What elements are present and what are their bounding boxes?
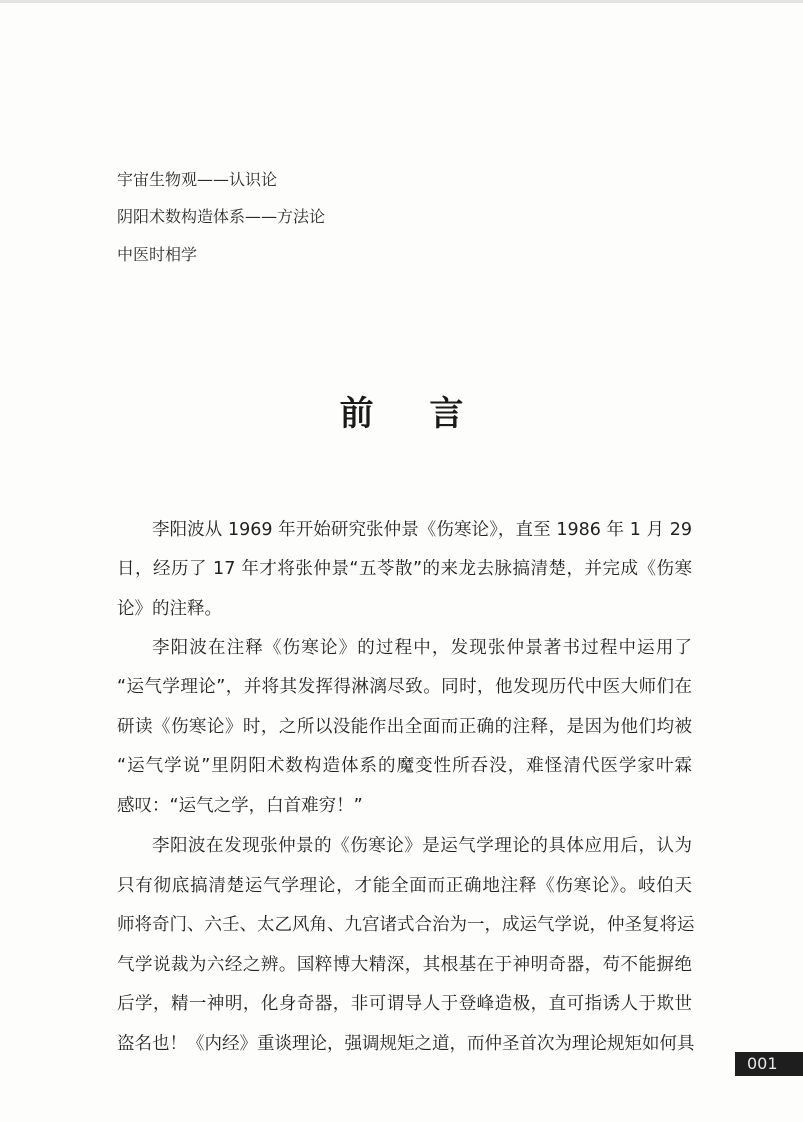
text-line: 李阳波在发现张仲景的《伤寒论》是运气学理论的具体应用后，认为 [152,836,692,856]
text-line: 气学说裁为六经之辨。国粹博大精深，其根基在于神明奇器，苟不能摒绝 [117,955,692,975]
toc-item: 宇宙生物观——认识论 [117,170,278,189]
toc-item: 中医时相学 [117,245,198,264]
text-line: 盗名也！《内经》重谈理论，强调规矩之道，而仲圣首次为理论规矩如何具 [117,1034,695,1054]
text-line: 师将奇门、六壬、太乙风角、九宫诸式合治为一，成运气学说，仲圣复将运 [117,915,695,935]
toc-item: 阴阳术数构造体系——方法论 [117,207,326,226]
text-line: 论》的注释。 [117,599,222,619]
text-line: 李阳波在注释《伤寒论》的过程中，发现张仲景著书过程中运用了 [152,638,692,658]
text-line: “运气学理论”，并将其发挥得淋漓尽致。同时，他发现历代中医大师们在 [117,677,692,697]
page-title: 前 言 [339,394,486,434]
text-line: 日，经历了 17 年才将张仲景“五苓散”的来龙去脉搞清楚，并完成《伤寒 [117,559,692,579]
text-line: 李阳波从 1969 年开始研究张仲景《伤寒论》，直至 1986 年 1 月 29 [152,520,692,540]
page-number: 001 [735,1052,803,1076]
text-line: 只有彻底搞清楚运气学理论，才能全面而正确地注释《伤寒论》。岐伯天 [117,876,692,896]
text-line: 研读《伤寒论》时，之所以没能作出全面而正确的注释，是因为他们均被 [117,717,692,737]
text-line: 后学，精一神明，化身奇器，非可谓导人于登峰造极，直可指诱人于欺世 [117,994,692,1014]
page-top-edge [0,0,803,3]
text-line: “运气学说”里阴阳术数构造体系的魔变性所吞没，难怪清代医学家叶霖 [117,756,692,776]
text-line: 感叹：“运气之学，白首难穷！” [117,796,363,816]
